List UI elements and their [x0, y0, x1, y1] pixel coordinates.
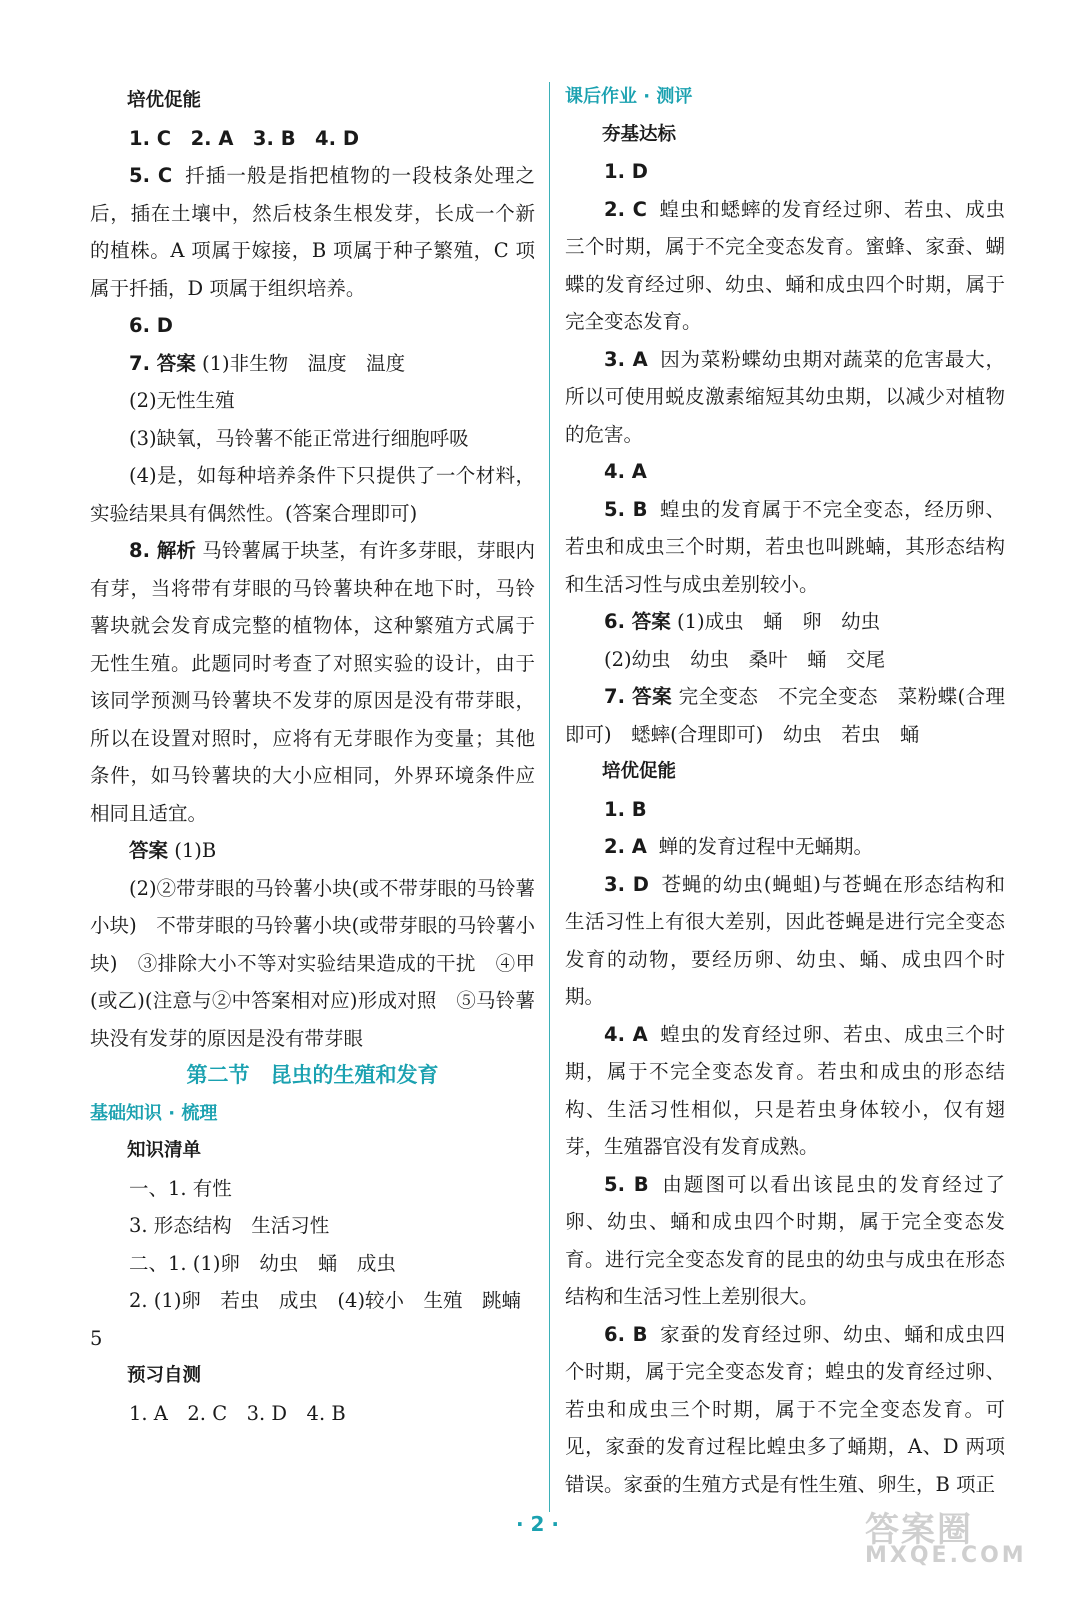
answer-q8 — [90, 532, 535, 832]
p2-number: 2. A — [604, 835, 647, 858]
p-answer-6 — [565, 1316, 1005, 1504]
knowledge-4: 2. (1)卵 若虫 成虫 (4)较小 生殖 跳蝻 5 — [90, 1289, 541, 1350]
knowledge-2: 3. 形态结构 生活习性 — [129, 1214, 330, 1237]
left-column — [90, 82, 541, 1432]
p4-number: 4. A — [604, 1022, 648, 1046]
peiyou-heading: 培优促能 — [127, 90, 202, 111]
p-answer-1: 1. B — [604, 797, 647, 821]
p5-number: 5. B — [604, 1172, 649, 1196]
q7-part-a: (1)非生物 温度 温度 — [201, 351, 406, 375]
p2-text: 蝉的发育过程中无蛹期。 — [658, 835, 874, 858]
q8-answer-1-text: (1)B — [174, 839, 217, 862]
r3-number: 3. A — [604, 347, 648, 371]
p3-text: 苍蝇的幼虫(蝇蛆)与苍蝇在形态结构和生活习性上有很大差别，因此苍蝇是进行完全变态发育的动物，要经历卵、幼虫、蛹、成虫四个时期。 — [565, 872, 1005, 1008]
p-answer-4 — [565, 1016, 1005, 1166]
r2-text: 蝗虫和蟋蟀的发育经过卵、若虫、成虫三个时期，属于不完全变态发育。蜜蜂、家蚕、蝴蝶的发育经过卵、幼虫、蛹和成虫四个时期，属于完全变态发育。 — [565, 197, 1005, 333]
r-answer-6 — [565, 603, 1005, 641]
r-answer-5 — [565, 491, 1005, 604]
r6-part-a: (1)成虫 蛹 卵 幼虫 — [676, 610, 881, 633]
answer-q7 — [90, 345, 535, 383]
q5-text: 扦插一般是指把植物的一段枝条处理之后，插在土壤中，然后枝条生根发芽，长成一个新的植株。A 项属于嫁接，B 项属于种子繁殖，C 项属于扦插，D 项属于组织培养。 — [90, 164, 535, 300]
duoji-heading: 夯基达标 — [602, 123, 677, 145]
section-title-basic: 基础知识 · 梳理 — [90, 1102, 218, 1124]
q8-text: 马铃薯属于块茎，有许多芽眼，芽眼内有芽，当将带有芽眼的马铃薯块种在地下时，马铃薯块就会发育成完整的植物体，这种繁殖方式属于无性生殖。此题同时考查了对照实验的设计，由于该同学预测马铃薯块不发芽的原因是没有带芽眼，所以在设置对照时，应将有无芽眼作为变量；其他条件，如马铃薯块的大小应相同，外界环境条件应相同且适宜。 — [90, 539, 535, 825]
r-answer-1: 1. D — [604, 160, 648, 183]
q8-answer-2: (2)②带芽眼的马铃薯小块(或不带芽眼的马铃薯小块) 不带芽眼的马铃薯小块(或带芽眼的马铃薯小块) ③排除大小不等对实验结果造成的干扰 ④甲(或乙)(注意与②中答案相对应)形成对照 ⑤马铃薯块没有发芽的原因是没有带芽眼 — [90, 876, 535, 1050]
chapter-title: 第二节 昆虫的生殖和发育 — [186, 1063, 439, 1087]
p6-text: 家蚕的发育经过卵、幼虫、蛹和成虫四个时期，属于完全变态发育；蝗虫的发育经过卵、若虫和成虫三个时期，属于不完全变态发育。可见，家蚕的发育过程比蝗虫多了蛹期，A、D 两项错误。家蚕的生殖方式是有性生殖、卵生，B 项正 — [565, 1322, 1005, 1496]
q5-number: 5. C — [129, 164, 173, 187]
zhishi-heading: 知识清单 — [127, 1140, 202, 1161]
r3-text: 因为菜粉蝶幼虫期对蔬菜的危害最大，所以可使用蜕皮激素缩短其幼虫期，以减少对植物的危害。 — [565, 347, 1005, 446]
p-answer-3 — [565, 866, 1005, 1016]
r2-number: 2. C — [604, 197, 647, 221]
watermark-line-1: 答案圈 — [865, 1510, 973, 1550]
q7-part-d: (4)是，如每种培养条件下只提供了一个材料，实验结果具有偶然性。(答案合理即可) — [90, 464, 535, 525]
answer-q5 — [90, 157, 535, 307]
answer-q6: 6. D — [129, 314, 173, 337]
r6-label: 6. 答案 — [604, 610, 671, 633]
q8-label: 8. 解析 — [129, 539, 196, 562]
r-answer-3 — [565, 341, 1005, 454]
r5-number: 5. B — [604, 497, 648, 521]
q7-label: 7. 答案 — [129, 351, 196, 375]
yuxi-heading: 预习自测 — [127, 1365, 202, 1386]
r5-text: 蝗虫的发育属于不完全变态，经历卵、若虫和成虫三个时期，若虫也叫跳蝻，其形态结构和生活习性与成虫差别较小。 — [565, 497, 1005, 596]
q7-part-b: (2)无性生殖 — [129, 389, 235, 412]
right-column — [565, 82, 1005, 1503]
r-answer-7 — [565, 678, 1005, 753]
q8-answer-label: 答案 — [129, 839, 169, 862]
knowledge-1: 一、1. 有性 — [129, 1176, 232, 1200]
watermark-line-2: MXQE.COM — [865, 1543, 1027, 1568]
watermark-logo — [865, 1502, 1035, 1572]
p5-text: 由题图可以看出该昆虫的发育经过了卵、幼虫、蛹和成虫四个时期，属于完全变态发育。进行完全变态发育的昆虫的幼虫与成虫在形态结构和生活习性上差别很大。 — [565, 1172, 1005, 1308]
r6-part-b: (2)幼虫 幼虫 桑叶 蛹 交尾 — [604, 647, 886, 671]
p6-number: 6. B — [604, 1322, 648, 1346]
column-divider — [549, 82, 550, 1512]
knowledge-3: 二、1. (1)卵 幼虫 蛹 成虫 — [129, 1251, 396, 1275]
r7-label: 7. 答案 — [604, 685, 673, 708]
r-answer-4: 4. A — [604, 460, 647, 483]
peiyou-heading-right: 培优促能 — [602, 761, 677, 782]
r-answer-2 — [565, 191, 1005, 341]
answer-line-1-4: 1. C 2. A 3. B 4. D — [129, 126, 360, 150]
p-answer-5 — [565, 1166, 1005, 1316]
p-answer-2 — [565, 828, 1005, 866]
p3-number: 3. D — [604, 872, 649, 896]
preview-answers: 1. A 2. C 3. D 4. B — [129, 1401, 346, 1425]
p4-text: 蝗虫的发育经过卵、若虫、成虫三个时期，属于不完全变态发育。若虫和成虫的形态结构、生活习性相似，只是若虫身体较小，仅有翅芽，生殖器官没有发育成熟。 — [565, 1022, 1005, 1158]
q8-answer-1 — [90, 832, 535, 870]
page-number: · 2 · — [515, 1512, 560, 1536]
r7-text: 完全变态 不完全变态 菜粉蝶(合理即可) 蟋蟀(合理即可) 幼虫 若虫 蛹 — [565, 685, 1006, 746]
section-title-homework: 课后作业 · 测评 — [565, 86, 693, 107]
q7-part-c: (3)缺氧，马铃薯不能正常进行细胞呼吸 — [129, 426, 469, 450]
